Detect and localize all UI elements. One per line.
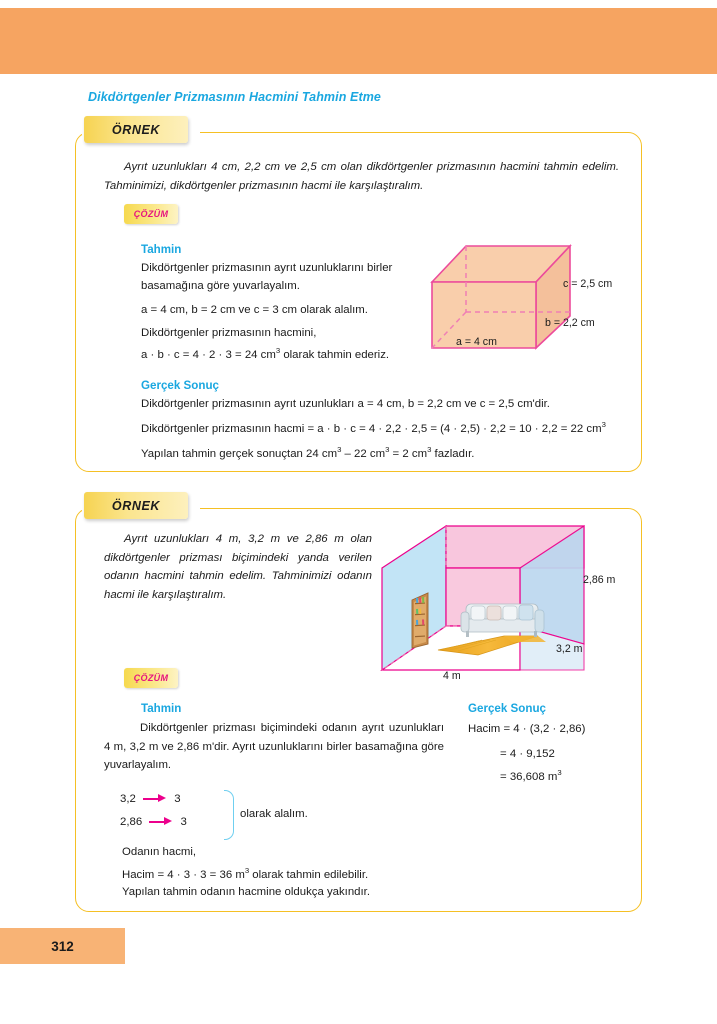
curly-brace-icon <box>224 790 234 840</box>
rounding-row-1 <box>120 793 181 805</box>
example-2-gercek-line-3: = 36,608 $m^3$ <box>500 768 562 783</box>
example-2-tahmin-text: Dikdörtgenler prizması biçimindeki odanın ayrıt uzunlukları 4 m, 3,2 m ve 2,86 m'dir. Ayrıt uzunluklarını birler basamağına göre yuvarlayalım. <box>104 722 444 771</box>
example-2-odanin-hacmi: Odanın hacmi, <box>122 846 197 858</box>
example-2-gercek-line-1: Hacim = 4 · (3,2 · 2,86) <box>468 723 586 735</box>
bookshelf-icon <box>412 593 428 648</box>
rounding-to-1: 3 <box>174 793 181 805</box>
rounding-to-2: 3 <box>180 816 187 828</box>
arrow-right-icon <box>143 794 167 803</box>
rounding-row-2 <box>120 816 187 828</box>
example-1-tahmin-heading: Tahmin <box>141 243 182 256</box>
example-1-tahmin-line-1: Dikdörtgenler prizmasının ayrıt uzunluklarını birler basamağına göre yuvarlayalım. <box>141 262 393 292</box>
example-1-ornek-tab <box>84 116 188 143</box>
prism-label-b: b = 2,2 cm <box>545 317 595 329</box>
ornek-label: ÖRNEK <box>111 122 161 137</box>
page-number: 312 <box>51 938 74 954</box>
example-1-gercek-heading: Gerçek Sonuç <box>141 379 219 392</box>
rounding-note: olarak alalım. <box>240 808 308 820</box>
example-1-gercek-line-3: Yapılan tahmin gerçek sonuçtan 24 $cm^3 - 22$ $cm^3 = 2$ $cm^3$ fazladır. <box>141 445 475 460</box>
example-2-ornek-tab <box>84 492 188 519</box>
example-2-intro: Ayrıt uzunlukları 4 m, 3,2 m ve 2,86 m olan dikdörtgenler prizması biçimindeki yanda verilen odanın hacmini tahmin edelim. Tahminimizi odanın hacmi ile karşılaştıralım. <box>104 533 372 601</box>
example-2-gercek-line-2: = 4 · 9,152 <box>500 748 555 760</box>
example-2-cozum-badge <box>124 668 178 688</box>
prism-label-c: c = 2,5 cm <box>563 278 613 290</box>
room-diagram <box>378 522 618 690</box>
example-2-final-line-2: Yapılan tahmin odanın hacmine oldukça yakındır. <box>122 886 371 898</box>
example-1-gercek-line-2: Dikdörtgenler prizmasının hacmi = a · b · c = 4 · 2,2 · 2,5 = (4 · 2,5) · 2,2 = 10 · 2,2 = 22 $cm^3$ <box>141 420 606 435</box>
prism-label-a: a = 4 cm <box>456 336 497 348</box>
example-2-gercek-heading: Gerçek Sonuç <box>468 702 546 715</box>
example-1-cozum-badge <box>124 204 178 224</box>
sofa-icon <box>461 604 544 637</box>
example-2-final-line-1: Hacim = 4 · 3 · 3 = 36 $m^3$ olarak tahmin edilebilir. <box>122 866 369 881</box>
cozum-label: ÇÖZÜM <box>133 209 169 219</box>
arrow-right-icon <box>149 817 173 826</box>
room-label-depth: 3,2 m <box>556 643 583 655</box>
top-orange-band <box>0 8 717 74</box>
room-label-height: 2,86 m <box>583 574 616 586</box>
cozum-label: ÇÖZÜM <box>133 673 169 683</box>
example-1-tahmin-line-2: a = 4 cm, b = 2 cm ve c = 3 cm olarak alalım. <box>141 304 368 316</box>
rounding-group <box>120 793 360 839</box>
ornek-label: ÖRNEK <box>111 498 161 513</box>
room-svg <box>378 522 618 690</box>
room-label-width: 4 m <box>443 670 461 682</box>
example-1-gercek-line-1: Dikdörtgenler prizmasının ayrıt uzunlukları a = 4 cm, b = 2,2 cm ve c = 2,5 cm'dir. <box>141 398 550 410</box>
example-1-tahmin-line-4: a · b · c = 4 · 2 · 3 = 24 $cm^3$ olarak tahmin ederiz. <box>141 346 390 361</box>
rounding-from-1: 3,2 <box>120 793 136 805</box>
section-heading: Dikdörtgenler Prizmasının Hacmini Tahmin Etme <box>88 90 381 104</box>
example-2-tahmin-heading: Tahmin <box>141 702 182 715</box>
example-1-tahmin-line-3: Dikdörtgenler prizmasının hacmini, <box>141 327 317 339</box>
example-1-intro: Ayrıt uzunlukları 4 cm, 2,2 cm ve 2,5 cm olan dikdörtgenler prizmasının hacmini tahmin edelim. Tahminimizi, dikdörtgenler prizmasının hacmi ile karşılaştıralım. <box>104 161 619 192</box>
rounding-from-2: 2,86 <box>120 816 143 828</box>
